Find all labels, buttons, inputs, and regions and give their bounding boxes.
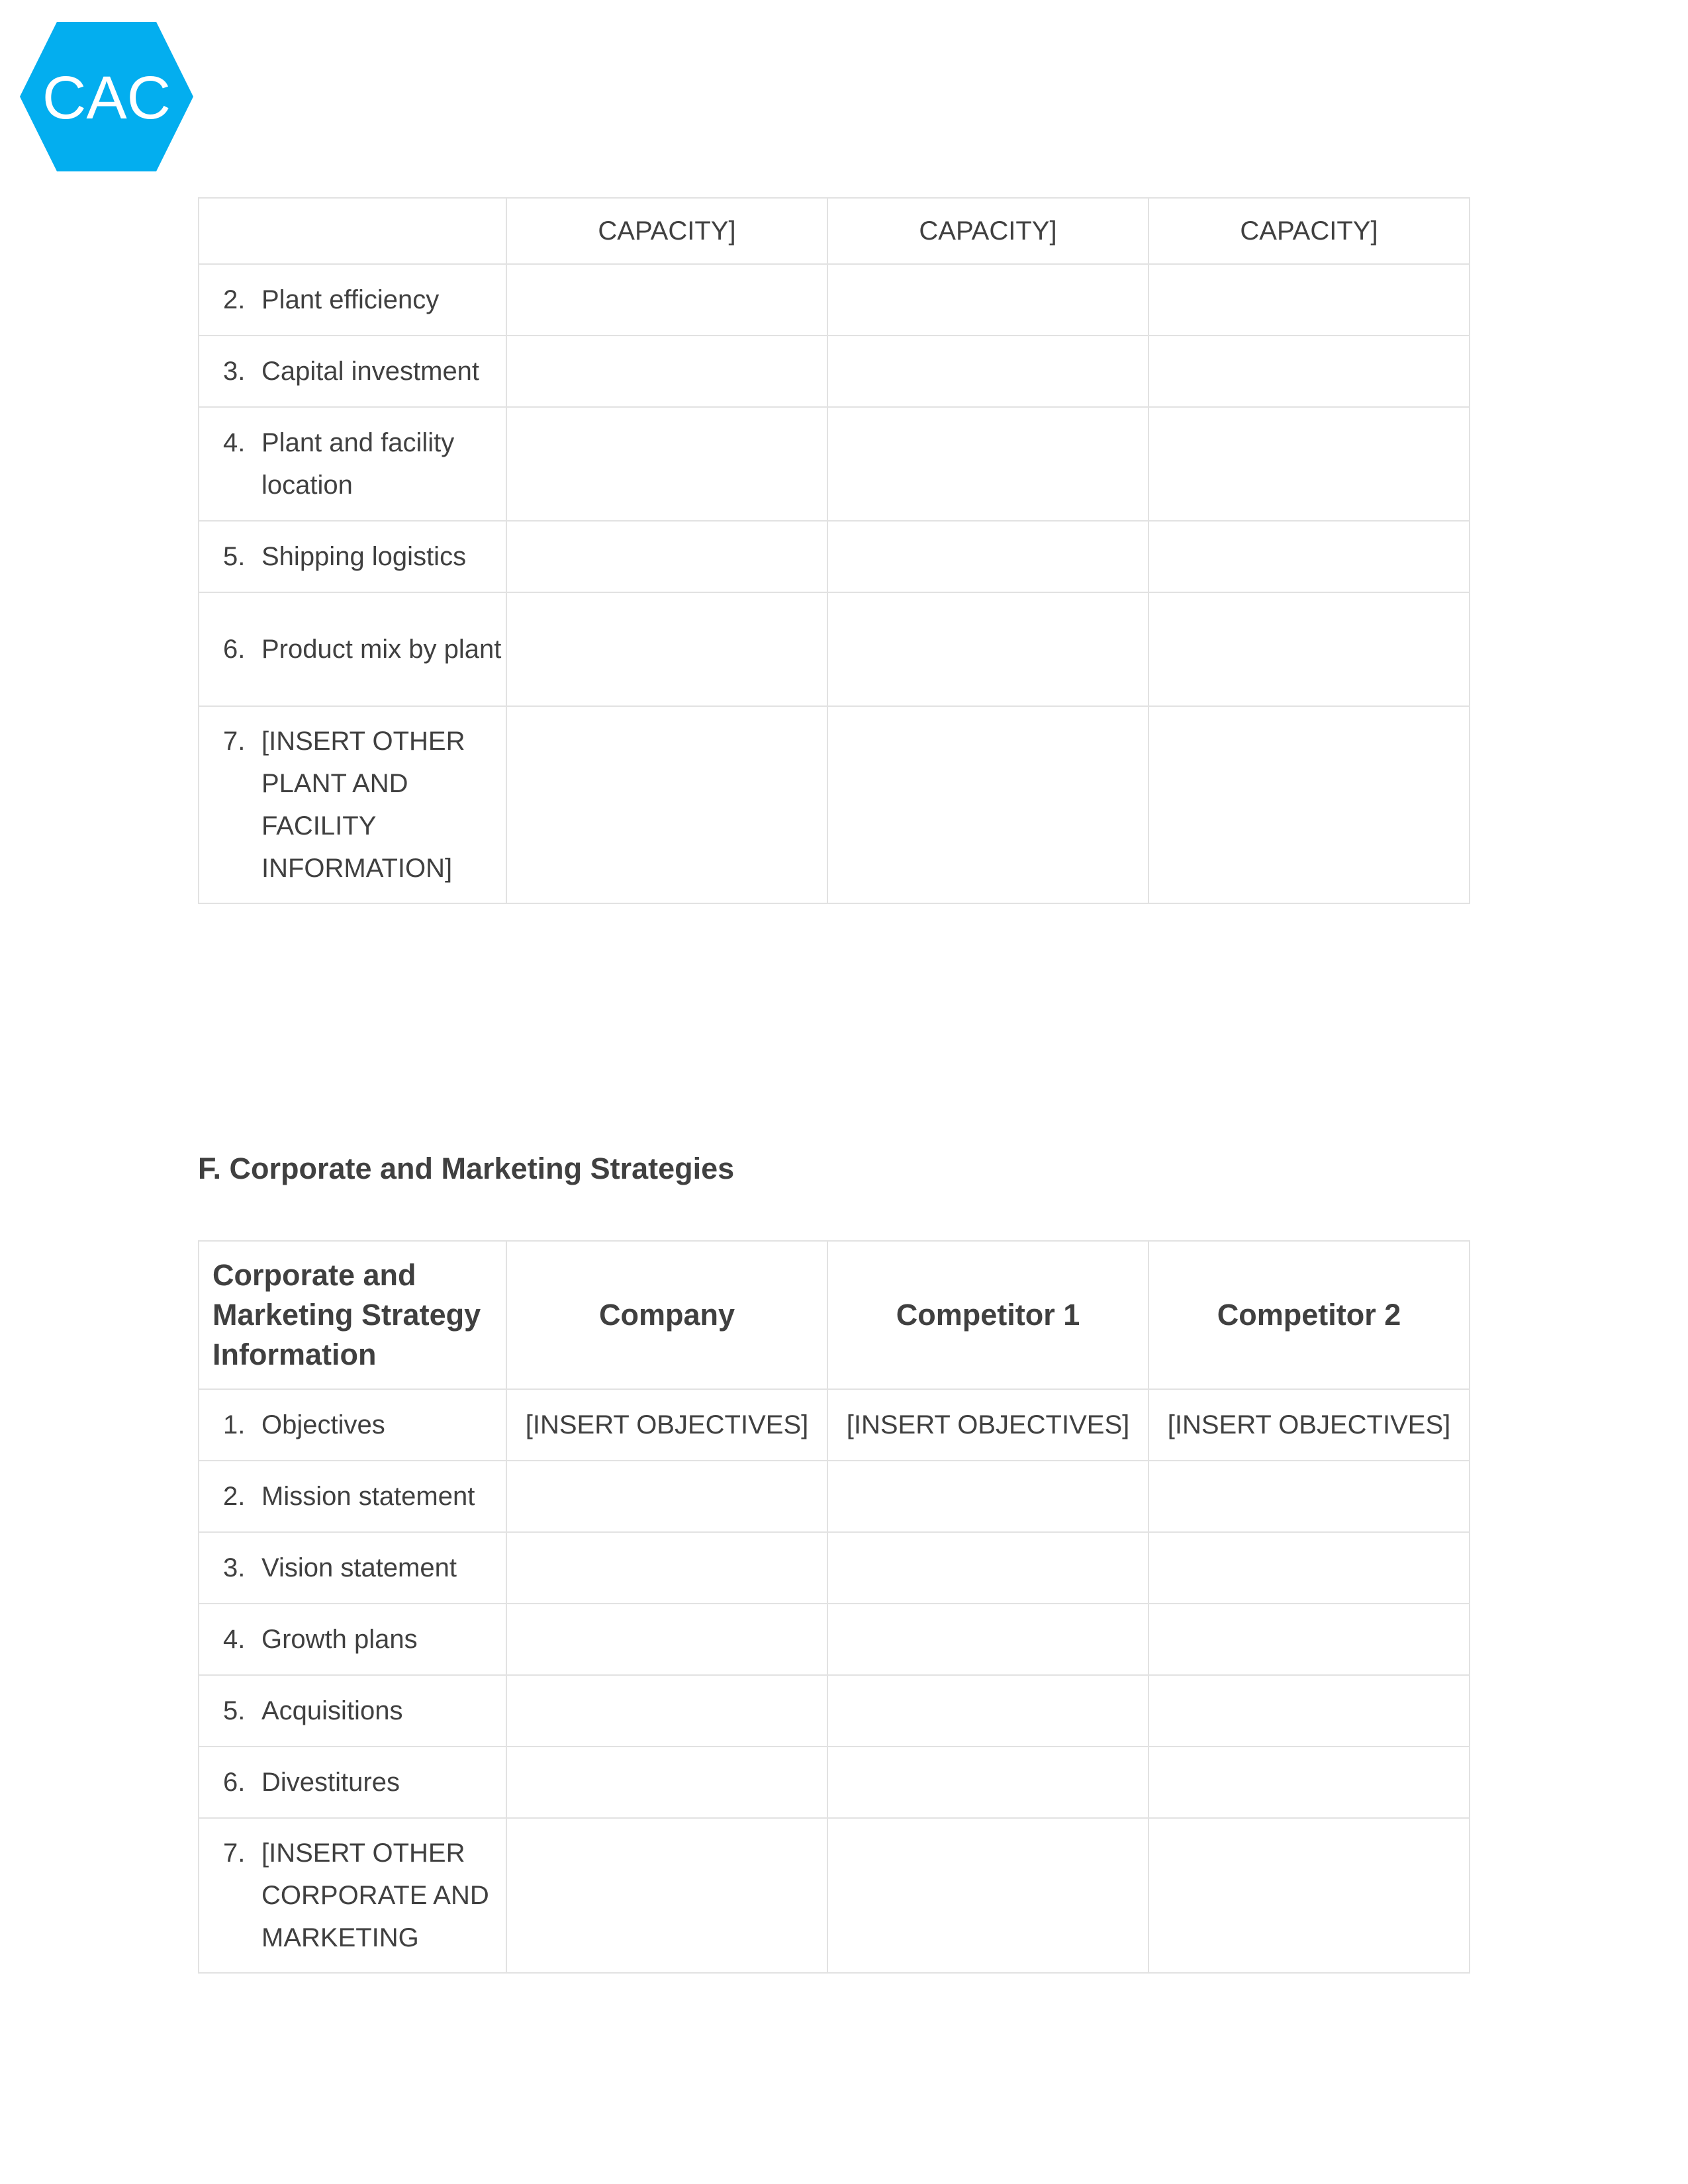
row-number: 5. (223, 542, 246, 571)
table-row (199, 1461, 1470, 1532)
table-cell (827, 264, 1149, 336)
row-label: Vision statement (261, 1553, 457, 1582)
row-label: Divestitures (261, 1768, 400, 1797)
table-cell (827, 1747, 1149, 1818)
table-cell (1149, 1532, 1470, 1604)
row-label: Plant and facility location (261, 428, 455, 500)
table-cell (827, 592, 1149, 706)
table-row (199, 1747, 1470, 1818)
table-cell (506, 521, 827, 592)
corporate-marketing-table (198, 1240, 1470, 1974)
row-number: 4. (223, 428, 246, 457)
header-cell-competitor-1: Competitor 1 (827, 1241, 1149, 1389)
row-label: Product mix by plant (261, 635, 502, 664)
table-cell (1149, 264, 1470, 336)
table-cell (506, 592, 827, 706)
row-number: 2. (223, 1482, 246, 1511)
table-cell (506, 1818, 827, 1973)
row-label: Mission statement (261, 1482, 475, 1511)
row-label-cell (199, 1747, 506, 1818)
row-label-cell (199, 336, 506, 407)
table-cell (506, 1461, 827, 1532)
table-cell (506, 1675, 827, 1747)
row-label-cell (199, 592, 506, 706)
table-cell (506, 264, 827, 336)
logo-text: CAC (42, 64, 171, 132)
table-cell (1149, 407, 1470, 521)
row-label-cell (199, 1461, 506, 1532)
table-header-row (199, 1241, 1470, 1389)
plant-facility-table (198, 197, 1470, 904)
header-cell-capacity: CAPACITY] (506, 198, 827, 264)
row-label-cell (199, 1604, 506, 1675)
table-cell (506, 407, 827, 521)
table-cell (827, 1532, 1149, 1604)
table-cell (1149, 1747, 1470, 1818)
table-cell (1149, 706, 1470, 903)
table-cell (1149, 1818, 1470, 1973)
table-cell (506, 1604, 827, 1675)
header-cell-competitor-2: Competitor 2 (1149, 1241, 1470, 1389)
table-cell (827, 1604, 1149, 1675)
table-row (199, 336, 1470, 407)
row-number: 4. (223, 1625, 246, 1654)
row-label: Capital investment (261, 357, 480, 386)
table-cell (1149, 1675, 1470, 1747)
table-row (199, 407, 1470, 521)
row-label-cell (199, 1532, 506, 1604)
table-cell (1149, 336, 1470, 407)
row-label-cell (199, 521, 506, 592)
row-number: 5. (223, 1696, 246, 1725)
table-row (199, 592, 1470, 706)
table-cell (827, 1818, 1149, 1973)
row-number: 6. (223, 1768, 246, 1797)
header-cell-empty (199, 198, 506, 264)
table-cell (827, 706, 1149, 903)
table-cell: [INSERT OBJECTIVES] (1149, 1389, 1470, 1461)
row-number: 7. (223, 727, 246, 756)
row-label-cell (199, 264, 506, 336)
header-cell-capacity: CAPACITY] (827, 198, 1149, 264)
table-row (199, 1675, 1470, 1747)
row-label-cell (199, 706, 506, 903)
table-cell (1149, 521, 1470, 592)
row-label: Acquisitions (261, 1696, 403, 1725)
row-label: Objectives (261, 1410, 385, 1439)
table-cell (506, 1747, 827, 1818)
row-label: [INSERT OTHER PLANT AND FACILITY INFORMATION] (261, 727, 465, 883)
table-cell (827, 407, 1149, 521)
table-cell: [INSERT OBJECTIVES] (506, 1389, 827, 1461)
row-label: Plant efficiency (261, 285, 440, 314)
table-cell (827, 1675, 1149, 1747)
row-label-cell (199, 1675, 506, 1747)
table-cell: [INSERT OBJECTIVES] (827, 1389, 1149, 1461)
table-row (199, 264, 1470, 336)
row-label: Shipping logistics (261, 542, 467, 571)
table-header-row (199, 198, 1470, 264)
row-label-cell (199, 1818, 506, 1973)
company-logo (20, 22, 193, 171)
header-cell-capacity: CAPACITY] (1149, 198, 1470, 264)
row-label-cell (199, 407, 506, 521)
header-cell-company: Company (506, 1241, 827, 1389)
table-cell (506, 336, 827, 407)
row-number: 3. (223, 357, 246, 386)
row-label: [INSERT OTHER CORPORATE AND MARKETING (261, 1839, 489, 1952)
table-cell (1149, 1461, 1470, 1532)
table-row (199, 1389, 1470, 1461)
table-row (199, 1818, 1470, 1973)
row-number: 2. (223, 285, 246, 314)
table-cell (827, 1461, 1149, 1532)
table-row (199, 706, 1470, 903)
row-number: 1. (223, 1410, 246, 1439)
table-row (199, 1604, 1470, 1675)
table-cell (827, 336, 1149, 407)
table-cell (506, 706, 827, 903)
row-label-cell (199, 1389, 506, 1461)
table-cell (827, 521, 1149, 592)
table-cell (1149, 592, 1470, 706)
table-cell (1149, 1604, 1470, 1675)
section-heading: F. Corporate and Marketing Strategies (198, 1152, 735, 1185)
row-label: Growth plans (261, 1625, 418, 1654)
row-number: 7. (223, 1839, 246, 1868)
header-cell-category: Corporate and Marketing Strategy Information (199, 1241, 506, 1389)
table-cell (506, 1532, 827, 1604)
table-row (199, 521, 1470, 592)
row-number: 6. (223, 635, 246, 664)
row-number: 3. (223, 1553, 246, 1582)
table-row (199, 1532, 1470, 1604)
